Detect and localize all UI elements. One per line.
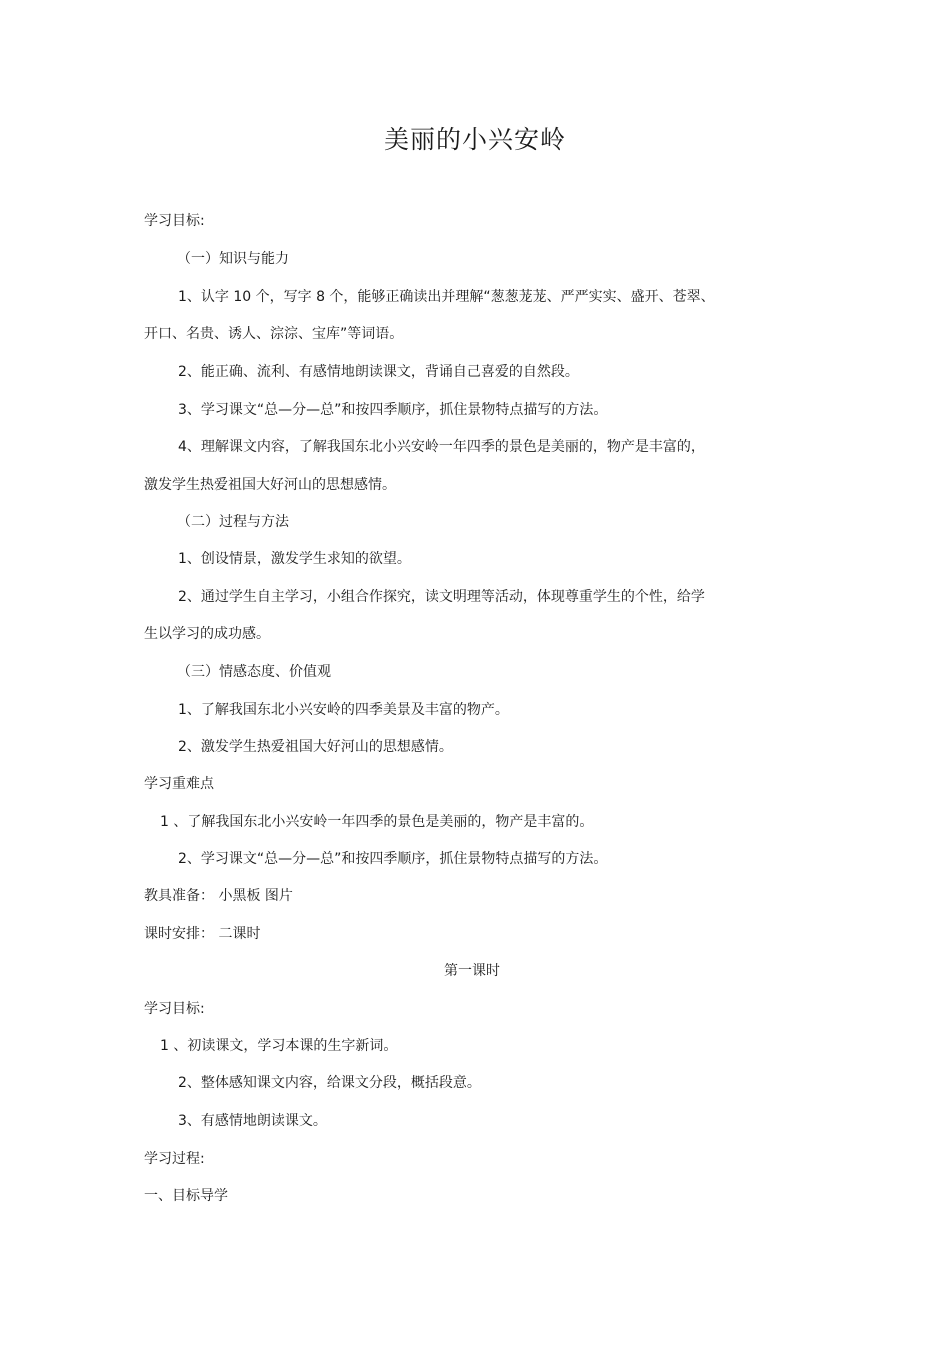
goal-item-3: 3、学习课文“总—分—总”和按四季顺序，抓住景物特点描写的方法。 — [178, 402, 608, 418]
lesson-goal-item-1: 1 、初读课文，学习本课的生字新词。 — [160, 1038, 398, 1054]
subsection-heading-attitude-values: （三）情感态度、价值观 — [177, 664, 331, 680]
process-item-1: 1、创设情景，激发学生求知的欲望。 — [178, 551, 411, 567]
process-step-heading-1: 一、目标导学 — [144, 1188, 228, 1204]
subsection-heading-knowledge-ability: （一）知识与能力 — [177, 251, 289, 267]
attitude-item-1: 1、了解我国东北小兴安岭的四季美景及丰富的物产。 — [178, 702, 509, 718]
lesson-goal-item-2: 2、整体感知课文内容，给课文分段，概括段意。 — [178, 1075, 481, 1091]
key-point-item-2: 2、学习课文“总—分—总”和按四季顺序，抓住景物特点描写的方法。 — [178, 851, 608, 867]
lesson-goal-item-3: 3、有感情地朗读课文。 — [178, 1113, 327, 1129]
goal-item-4: 4、理解课文内容，了解我国东北小兴安岭一年四季的景色是美丽的，物产是丰富的， — [178, 439, 705, 455]
teaching-aids: 教具准备： 小黑板 图片 — [144, 888, 293, 904]
section-heading-learning-goals: 学习目标: — [144, 213, 205, 229]
key-point-item-1: 1 、了解我国东北小兴安岭一年四季的景色是美丽的，物产是丰富的。 — [160, 814, 594, 830]
document-title: 美丽的小兴安岭 — [383, 125, 566, 154]
section-heading-learning-process: 学习过程: — [144, 1151, 205, 1167]
attitude-item-2: 2、激发学生热爱祖国大好河山的思想感情。 — [178, 739, 453, 755]
subsection-heading-process-method: （二）过程与方法 — [177, 514, 289, 530]
class-schedule: 课时安排： 二课时 — [144, 926, 261, 942]
section-heading-lesson-goals: 学习目标: — [144, 1001, 205, 1017]
goal-item-4-continued: 激发学生热爱祖国大好河山的思想感情。 — [144, 477, 396, 493]
section-heading-key-points: 学习重难点 — [144, 776, 214, 792]
goal-item-1-continued: 开口、名贵、诱人、淙淙、宝库”等词语。 — [144, 326, 404, 342]
process-item-2: 2、通过学生自主学习，小组合作探究，读文明理等活动，体现尊重学生的个性，给学 — [178, 589, 705, 605]
goal-item-2: 2、能正确、流利、有感情地朗读课文，背诵自己喜爱的自然段。 — [178, 364, 579, 380]
lesson-heading-first: 第一课时 — [444, 963, 500, 979]
process-item-2-continued: 生以学习的成功感。 — [144, 626, 270, 642]
goal-item-1: 1、认字 10 个，写字 8 个，能够正确读出并理解“葱葱茏茏、严严实实、盛开、苍翠、 — [178, 289, 715, 305]
